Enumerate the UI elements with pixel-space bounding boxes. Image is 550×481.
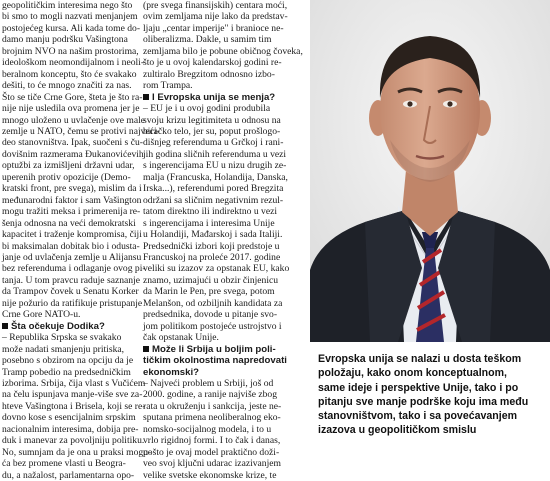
text-line: s ingerencijama i interesima Unije (143, 217, 275, 229)
portrait-illustration (310, 0, 550, 342)
article-column-1 (2, 0, 160, 481)
text-line: rata u okruženju i sankcija, jeste ne- (143, 400, 282, 412)
caption-line: same ideje i perspektive Unije, tako i po (318, 381, 519, 394)
caption-line: izazova u geopolitičkom smislu (318, 424, 477, 437)
text-line: znamo, uzimajući u obzir činjenicu (143, 274, 279, 286)
text-line: održani sa sličnim negativnim rezul- (143, 194, 284, 206)
text-line: du, a nažalost, parlamentarna opo- (2, 469, 135, 481)
text-line: (pre svega finansijskih) centara moći, (143, 0, 288, 11)
text-line: brojnim NVO na našim prostorima, (2, 45, 139, 57)
text-line: može nadati smanjenju pritiska, (2, 343, 125, 355)
text-line: veo svoj ključni udarac izazivanjem (143, 458, 281, 470)
text-line: svoju krizu legitimiteta u odnosu na (143, 114, 281, 126)
text-line: nomsko-socijalnog modela, i to u (143, 423, 272, 435)
text-line: dišnjeg referenduma u Grčkoj i rani- (143, 137, 284, 149)
question-heading-line: tičkim okolnostima napredovati (143, 355, 287, 367)
text-line: 2000. godine, a ranije najviše zbog (143, 389, 278, 401)
text-line: tatom direktno ili indirektno u vezi (143, 206, 278, 218)
question-heading-line: Može li Srbija u boljim poli- (143, 344, 301, 355)
text-line: da Trampov čovek u Senatu Korker (2, 286, 139, 298)
text-line: – Najveći problem u Srbiji, još od (143, 377, 274, 389)
text-line: bi smo to mogli nazvati menjanjem (2, 11, 138, 23)
text-line: oliberalizma. Dakle, u samim tim (143, 34, 272, 46)
text-line: u Holandiji, Mađarskoj i sada Italiji. (143, 229, 283, 241)
caption-line: stanovništvom, tako i sa povećavanjem (318, 410, 518, 423)
text-line: čak opstanak Unije. (143, 332, 219, 344)
text-line: Tramp pobedio na predsedničkim (2, 366, 131, 378)
text-line: Melanšon, od ozbiljnih kandidata za (143, 297, 283, 309)
text-line: hteve Vašingtona i Brisela, koji se re- (2, 400, 146, 412)
text-line: Crne Gore NATO-u. (2, 309, 81, 321)
text-line: jom politikom postojeće ustrojstvo i (143, 320, 282, 332)
text-line: nacionalnim interesima, dobija pre- (2, 423, 139, 435)
paragraph-centers-of-power (143, 0, 301, 92)
text-line: na čelu ispunjava manje-više sve za- (2, 389, 143, 401)
paragraph-republika-srpska (2, 332, 152, 481)
text-line: optužbi za izmišljeni državni udar, (2, 160, 135, 172)
text-line: nije nije usledila ova promena jer je (2, 103, 140, 115)
square-bullet-icon (143, 346, 149, 352)
text-line: izborima. Srbija, čija vlast s Vučićem (2, 377, 146, 389)
photo-caption (318, 352, 548, 438)
text-line: rom Trampa. (143, 80, 193, 92)
text-line: da Marin le Pen, pre svega, potom (143, 286, 275, 298)
square-bullet-icon (143, 94, 149, 100)
text-line: Francuskoj na proleće 2017. godine (143, 251, 281, 263)
text-line: dovišnim razmerama Đukanovićevih (2, 148, 144, 160)
text-line: sputana primena neoliberalnog eko- (143, 412, 281, 424)
text-line: duk i manevar za povoljniju politiku. (2, 435, 145, 447)
question-heading-line: ekonomski? (143, 366, 199, 378)
text-line: zemljama bilo je pobune običnog čoveka, (143, 45, 303, 57)
portrait-photo (310, 0, 550, 342)
text-line: mnogo uloženo u uvlačenje ove male (2, 114, 146, 126)
text-line: uperenih protiv opozicije (Demo- (2, 171, 131, 183)
text-line: zultiralo Bregzitom odnosno izbo- (143, 68, 275, 80)
paragraph-eu-crisis (143, 103, 301, 344)
square-bullet-icon (2, 323, 8, 329)
text-line: veliki su izazov za opstanak EU, kako (143, 263, 290, 275)
text-line: damo manju podršku Vašingtona (2, 34, 128, 46)
text-line: međunarodni faktor i sam Vašington (2, 194, 142, 206)
text-line: ovim zemljama nije lako da predstav- (143, 11, 288, 23)
text-line: ljaju „centar imperije" i branioce ne- (143, 22, 284, 34)
text-line: predsednika, dovode u pitanje svo- (143, 309, 278, 321)
text-line: šenja odnosna na veći demokratski (2, 217, 136, 229)
text-line: biračko telo, jer su, poput prošlogo- (143, 125, 281, 137)
text-line: dovno kose s esencijalnim srpskim (2, 412, 136, 424)
question-heading: I Evropska unija se menja? (143, 92, 301, 103)
text-line: No, sumnjam da je ona u praksi mogu- (2, 446, 152, 458)
text-line: Irska...), referendumi pored Bregzita (143, 183, 284, 195)
text-line: jih godina sličnih referenduma u vezi (143, 148, 287, 160)
caption-line: položaju, kako onom konceptualnom, (318, 367, 507, 380)
text-line: mogu tražiti meksa i primerenija re- (2, 206, 141, 218)
text-line: kapacitet i traženje kompromisa, čiji (2, 229, 142, 241)
text-line: janje od uvlačenja zemlje u Alijansu (2, 251, 142, 263)
text-line: malja (Francuska, Holandija, Danska, (143, 171, 288, 183)
question-heading: Šta očekuje Dodika? (2, 321, 136, 332)
photo-divider (310, 344, 550, 345)
text-line: tanja. U tom pravcu raduje saznanje (2, 274, 140, 286)
text-line: bez referenduma i odlaganje ovog pi- (2, 263, 146, 275)
article-column-2 (143, 0, 303, 481)
paragraph-serbia-economy (143, 378, 301, 481)
caption-line: pitanju sve manje podrške koju ima među (318, 395, 529, 408)
text-line: – Republika Srpska se svakako (2, 332, 122, 344)
text-line: postojećeg kursa. Ali kada tome do- (2, 22, 141, 34)
text-line: beralnom konceptu, što će svakako (2, 68, 137, 80)
text-line: zemlje u NATO, čemu se protivi najveći- (2, 125, 160, 137)
paragraph-geopolitics (2, 0, 160, 321)
text-line: kratski front, pre svega), mislim da i (2, 183, 142, 195)
text-line: nije požurio da ratifikuje pristupanje (2, 297, 143, 309)
text-line: dešiti, to će mnogo značiti za nas. (2, 80, 132, 92)
text-line: velike svetske ekonomske krize, te (143, 469, 277, 481)
text-line: ća bez promene vlasti u Beogra- (2, 458, 126, 470)
text-line: ideološkom neomondijalnom i neoli- (2, 57, 145, 69)
text-line: – EU je i u ovoj godini produbila (143, 103, 271, 115)
text-line: Što se tiče Crne Gore, šteta je što ra- (2, 91, 143, 103)
text-line: s ingerencijama EU u nizu drugih ze- (143, 160, 287, 172)
caption-line: Evropska unija se nalazi u dosta teškom (318, 353, 522, 365)
text-line: pošto je ovaj model praktično doži- (143, 446, 280, 458)
text-line: bi maksimalan dobitak bio i odusta- (2, 240, 140, 252)
text-line: što je u ovoj kalendarskoj godini re- (143, 57, 282, 69)
text-line: Predsednički izbori koji predstoje u (143, 240, 280, 252)
text-line: geopolitičkim interesima nego što (2, 0, 133, 11)
text-line: deo stanovništva. Ipak, suočeni s ču- (2, 137, 143, 149)
text-line: posebno s obzirom na opciju da je (2, 355, 134, 367)
text-line: vrlo rigidnoj formi. I to čak i danas, (143, 435, 281, 447)
question-heading (143, 344, 301, 378)
